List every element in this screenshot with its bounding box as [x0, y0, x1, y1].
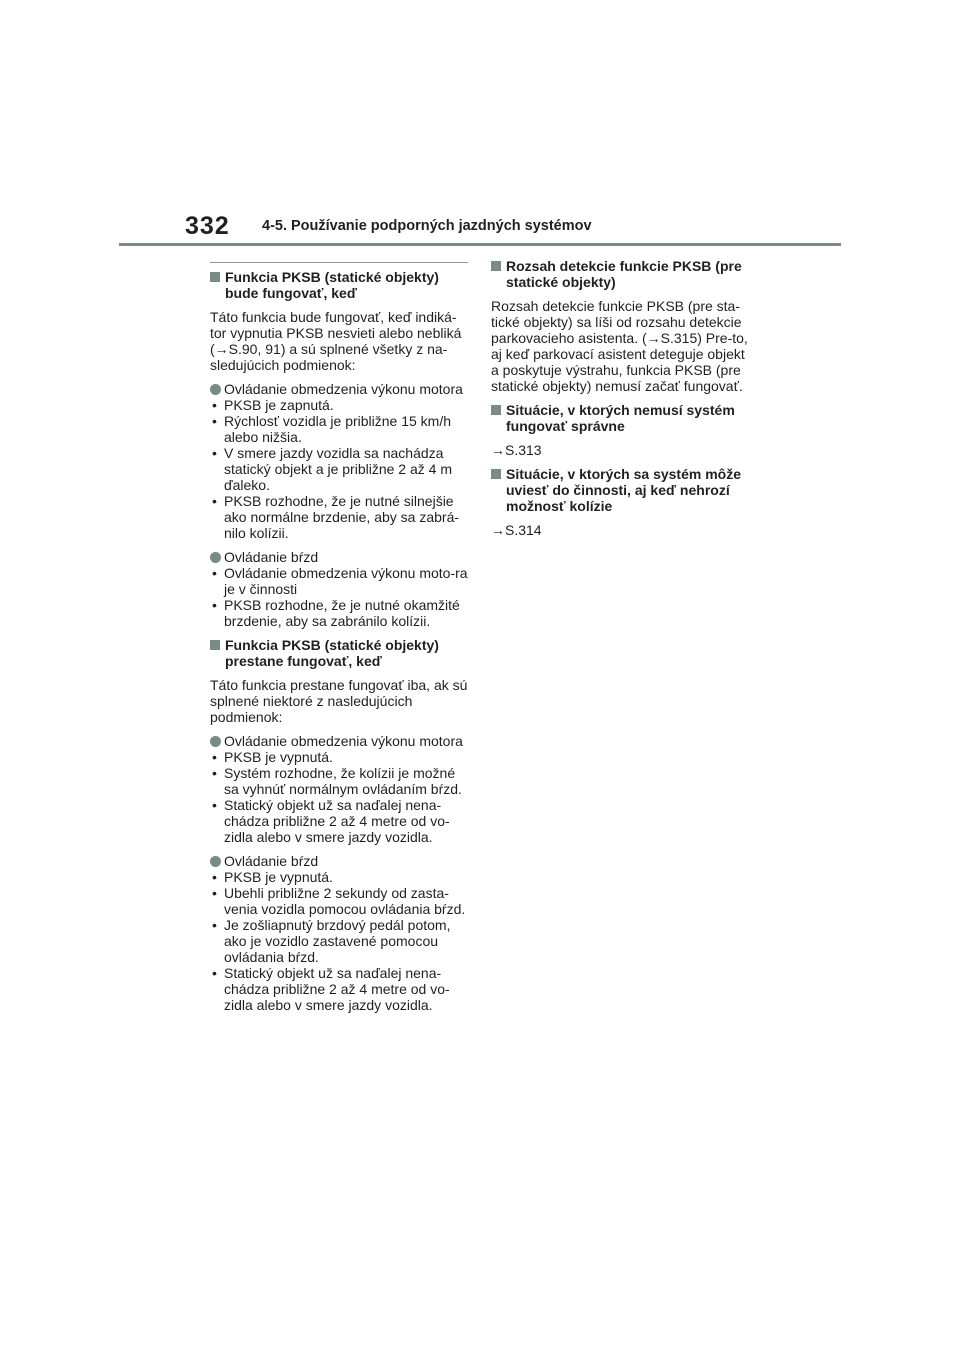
square-bullet-icon: [210, 272, 220, 282]
condition-group-title: Ovládanie bŕzd: [210, 853, 468, 869]
square-bullet-icon: [491, 405, 501, 415]
condition-group-title: Ovládanie obmedzenia výkonu motora: [210, 381, 468, 397]
list-item: • PKSB je vypnutá.: [212, 869, 333, 885]
square-bullet-icon: [491, 469, 501, 479]
column-divider: [210, 262, 468, 263]
list-item: • Ubehli približne 2 sekundy od zasta-venia vozidla pomocou ovládania bŕzd.: [212, 885, 466, 917]
circle-bullet-icon: [210, 552, 221, 563]
condition-group-title: Ovládanie bŕzd: [210, 549, 468, 565]
intro-pksb-start: Táto funkcia bude fungovať, keď indiká-tor vypnutia PKSB nesvieti alebo nebliká (→S.90, 91) a sú splnené všetky z na-sledujúcich podmienok:: [210, 309, 462, 373]
square-bullet-icon: [491, 261, 501, 271]
heading-malfunction-situations: Situácie, v ktorých nemusí systém fungovať správne: [491, 402, 753, 434]
list-item: • Statický objekt už sa naďalej nena-chádza približne 2 až 4 metre od vo-zidla alebo v smere jazdy vozidla.: [212, 797, 450, 845]
list-item: • Rýchlosť vozidla je približne 15 km/h alebo nižšia.: [212, 413, 452, 445]
list-item: • V smere jazdy vozidla sa nachádza statický objekt a je približne 2 až 4 m ďaleko.: [212, 445, 452, 493]
list-item: • Je zošliapnutý brzdový pedál potom, ako je vozidlo zastavené pomocou ovládania bŕzd.: [212, 917, 451, 965]
page-number: 332: [185, 212, 230, 240]
condition-group: [210, 549, 468, 629]
list-item: • PKSB je zapnutá.: [212, 397, 334, 413]
page-reference-link[interactable]: →S.314: [491, 522, 542, 538]
square-bullet-icon: [210, 640, 220, 650]
intro-pksb-stop: Táto funkcia prestane fungovať iba, ak sú splnené niektoré z nasledujúcich podmienok:: [210, 677, 468, 725]
left-column: [210, 258, 468, 1021]
condition-group-title: Ovládanie obmedzenia výkonu motora: [210, 733, 468, 749]
list-item: • Statický objekt už sa naďalej nena-chádza približne 2 až 4 metre od vo-zidla alebo v smere jazdy vozidla.: [212, 965, 450, 1013]
list-item: • PKSB rozhodne, že je nutné okamžité brzdenie, aby sa zabránilo kolízii.: [212, 597, 460, 629]
condition-group: [210, 853, 468, 1013]
heading-detection-range: Rozsah detekcie funkcie PKSB (pre statické objekty): [491, 258, 753, 290]
detection-range-text: Rozsah detekcie funkcie PKSB (pre sta-tické objekty) sa líši od rozsahu detekcie parkovacieho asistenta. (→S.315) Pre-to, aj keď parkovací asistent deteguje objekt a poskytuje výstrahu, funkcia PKSB (pre statické objekty) nemusí začať fungovať.: [491, 298, 748, 394]
list-item: • Systém rozhodne, že kolízii je možné sa vyhnúť normálnym ovládaním bŕzd.: [212, 765, 462, 797]
page-header: [0, 0, 960, 250]
section-title: 4-5. Používanie podporných jazdných systémov: [262, 218, 592, 234]
circle-bullet-icon: [210, 856, 221, 867]
condition-group: [210, 733, 468, 845]
list-item: • PKSB rozhodne, že je nutné silnejšie ako normálne brzdenie, aby sa zabrá-nilo kolízii.: [212, 493, 460, 541]
list-item: • Ovládanie obmedzenia výkonu moto-ra je v činnosti: [212, 565, 468, 597]
right-column: [491, 258, 753, 546]
circle-bullet-icon: [210, 384, 221, 395]
heading-pksb-start: Funkcia PKSB (statické objekty) bude fungovať, keď: [210, 269, 468, 301]
heading-false-activation: Situácie, v ktorých sa systém môže uviesť do činnosti, aj keď nehrozí možnosť kolízie: [491, 466, 753, 514]
header-divider: [119, 243, 841, 246]
list-item: • PKSB je vypnutá.: [212, 749, 333, 765]
heading-pksb-stop: Funkcia PKSB (statické objekty) prestane fungovať, keď: [210, 637, 468, 669]
condition-group: [210, 381, 468, 541]
page-reference-link[interactable]: →S.313: [491, 442, 542, 458]
circle-bullet-icon: [210, 736, 221, 747]
